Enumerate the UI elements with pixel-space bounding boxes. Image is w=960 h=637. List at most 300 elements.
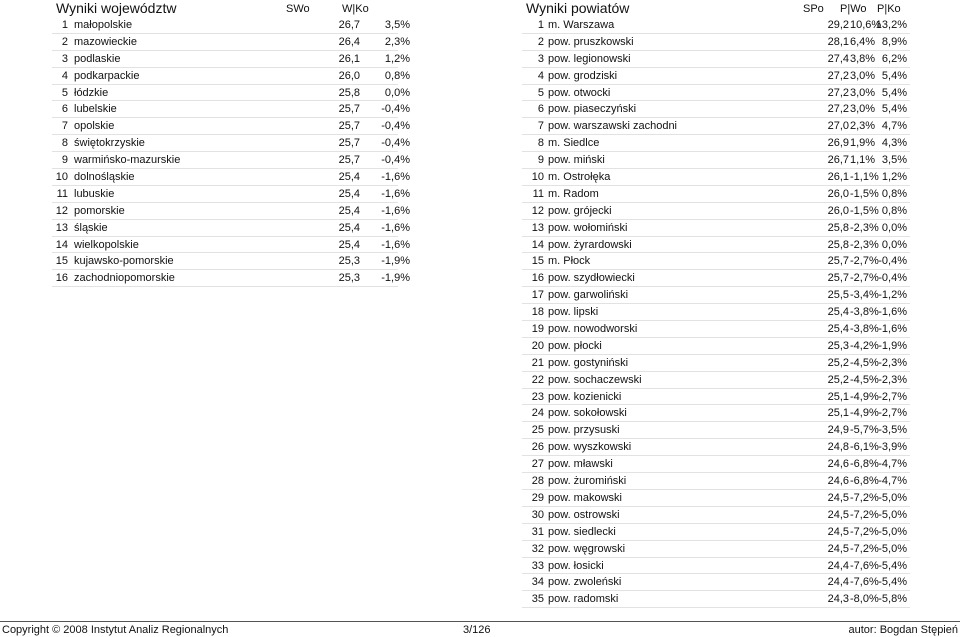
spo-value-cell: 25,2 <box>827 373 849 386</box>
county-name-cell: pow. wołomiński <box>548 221 628 234</box>
table-row <box>522 422 910 439</box>
pko-value-cell: -1,6% <box>878 306 907 319</box>
rank-cell: 24 <box>531 407 544 420</box>
wko-value-cell: 2,3% <box>384 35 410 48</box>
pwo-value-cell: -3,8% <box>850 323 879 336</box>
swo-value-cell: 25,7 <box>338 103 360 116</box>
county-name-cell: pow. zwoleński <box>548 576 622 589</box>
voivodeship-name-cell: zachodniopomorskie <box>74 272 175 285</box>
swo-value-cell: 25,7 <box>338 137 360 150</box>
table-row <box>52 85 410 102</box>
table-row <box>522 490 910 507</box>
swo-value-cell: 25,7 <box>338 120 360 133</box>
table-row <box>522 270 910 287</box>
pwo-value-cell: 1,1% <box>850 154 876 167</box>
county-name-cell: pow. żuromiński <box>548 475 627 488</box>
pwo-value-cell: -1,5% <box>850 187 879 200</box>
pwo-value-cell: -4,9% <box>850 407 879 420</box>
table-row <box>522 253 910 270</box>
table-row <box>522 85 910 102</box>
county-name-cell: pow. makowski <box>548 491 622 504</box>
rank-cell: 23 <box>531 390 544 403</box>
spo-value-cell: 25,8 <box>827 238 849 251</box>
swo-value-cell: 25,3 <box>338 272 360 285</box>
rank-cell: 16 <box>531 272 544 285</box>
rank-cell: 25 <box>531 424 544 437</box>
rank-cell: 3 <box>61 52 68 65</box>
county-name-cell: m. Radom <box>548 187 599 200</box>
rank-cell: 15 <box>531 255 544 268</box>
rank-cell: 15 <box>55 255 68 268</box>
pko-value-cell: -0,4% <box>878 255 907 268</box>
rank-cell: 28 <box>531 475 544 488</box>
pko-value-cell: -1,6% <box>878 323 907 336</box>
wko-value-cell: -0,4% <box>381 103 410 116</box>
spo-value-cell: 24,5 <box>827 525 849 538</box>
county-name-cell: pow. miński <box>548 154 605 167</box>
pwo-value-cell: 6,4% <box>850 35 876 48</box>
table-row <box>522 152 910 169</box>
rank-cell: 7 <box>537 120 544 133</box>
table-row <box>52 135 410 152</box>
pwo-value-cell: -7,6% <box>850 559 879 572</box>
rank-cell: 7 <box>61 120 68 133</box>
spo-value-cell: 27,4 <box>827 52 849 65</box>
spo-value-cell: 26,1 <box>827 171 849 184</box>
pko-value-cell: -5,8% <box>878 593 907 606</box>
spo-value-cell: 24,4 <box>827 576 849 589</box>
rank-cell: 1 <box>537 19 544 31</box>
pwo-value-cell: -7,2% <box>850 508 879 521</box>
county-name-cell: pow. radomski <box>548 593 619 606</box>
spo-value-cell: 25,4 <box>827 306 849 319</box>
pko-value-cell: -5,0% <box>878 508 907 521</box>
rank-cell: 18 <box>531 306 544 319</box>
table-row <box>522 34 910 51</box>
rank-cell: 30 <box>531 508 544 521</box>
spo-value-cell: 27,0 <box>827 120 849 133</box>
table-row <box>52 220 410 237</box>
table-row <box>52 253 410 270</box>
rank-cell: 33 <box>531 559 544 572</box>
pko-value-cell: -5,0% <box>878 525 907 538</box>
pwo-value-cell: 3,0% <box>850 86 876 99</box>
column-header-pwo: P|Wo <box>840 3 867 15</box>
pko-value-cell: 0,0% <box>881 238 907 251</box>
column-header-pko: P|Ko <box>877 3 901 15</box>
county-name-cell: pow. sochaczewski <box>548 373 642 386</box>
county-name-cell: pow. siedlecki <box>548 525 616 538</box>
wko-value-cell: -1,6% <box>381 187 410 200</box>
pwo-value-cell: -3,4% <box>850 289 879 302</box>
table-row <box>522 456 910 473</box>
rank-cell: 2 <box>537 35 544 48</box>
pwo-value-cell: -8,0% <box>850 593 879 606</box>
county-name-cell: pow. warszawski zachodni <box>548 120 678 133</box>
pko-value-cell: -5,0% <box>878 542 907 555</box>
pko-value-cell: -0,4% <box>878 272 907 285</box>
table-row <box>522 321 910 338</box>
county-name-cell: pow. legionowski <box>548 52 631 65</box>
pko-value-cell: -2,7% <box>878 407 907 420</box>
swo-value-cell: 25,4 <box>338 187 360 200</box>
pwo-value-cell: -4,5% <box>850 373 879 386</box>
pwo-value-cell: 3,0% <box>850 69 876 82</box>
county-name-cell: pow. wyszkowski <box>548 441 632 454</box>
table-row <box>522 101 910 118</box>
rank-cell: 9 <box>61 154 68 167</box>
rank-cell: 6 <box>61 103 68 116</box>
wko-value-cell: 0,8% <box>384 69 410 82</box>
table-row <box>522 405 910 422</box>
pwo-value-cell: -6,8% <box>850 458 879 471</box>
county-name-cell: pow. piaseczyński <box>548 103 637 116</box>
voivodeship-name-cell: łódzkie <box>74 86 109 99</box>
pwo-value-cell: -7,2% <box>850 491 879 504</box>
pko-value-cell: 4,3% <box>881 137 907 150</box>
table-row <box>522 237 910 254</box>
rank-cell: 9 <box>537 154 544 167</box>
swo-value-cell: 26,7 <box>338 19 360 31</box>
voivodeship-table-title: Wyniki województw <box>56 0 177 16</box>
rank-cell: 16 <box>55 272 68 285</box>
table-row <box>522 524 910 541</box>
spo-value-cell: 25,3 <box>827 339 849 352</box>
rank-cell: 1 <box>61 19 68 31</box>
spo-value-cell: 24,8 <box>827 441 849 454</box>
pko-value-cell: -4,7% <box>878 458 907 471</box>
voivodeship-name-cell: podkarpackie <box>74 69 140 82</box>
rank-cell: 13 <box>531 221 544 234</box>
pko-value-cell: -4,7% <box>878 475 907 488</box>
spo-value-cell: 24,6 <box>827 475 849 488</box>
spo-value-cell: 25,8 <box>827 221 849 234</box>
pwo-value-cell: -6,1% <box>850 441 879 454</box>
county-name-cell: pow. gostyniński <box>548 356 629 369</box>
pko-value-cell: -5,4% <box>878 559 907 572</box>
rank-cell: 2 <box>61 35 68 48</box>
voivodeship-name-cell: warmińsko-mazurskie <box>74 154 181 167</box>
county-name-cell: pow. nowodworski <box>548 323 638 336</box>
voivodeship-name-cell: opolskie <box>74 120 115 133</box>
spo-value-cell: 24,9 <box>827 424 849 437</box>
table-row <box>52 51 410 68</box>
table-row <box>522 439 910 456</box>
rank-cell: 26 <box>531 441 544 454</box>
voivodeship-name-cell: kujawsko-pomorskie <box>74 255 174 268</box>
pwo-value-cell: -4,9% <box>850 390 879 403</box>
county-table-header <box>522 0 910 17</box>
county-name-cell: pow. mławski <box>548 458 613 471</box>
voivodeship-name-cell: lubelskie <box>74 103 117 116</box>
pko-value-cell: 3,5% <box>881 154 907 167</box>
county-name-cell: pow. przysuski <box>548 424 620 437</box>
pwo-value-cell: -6,8% <box>850 475 879 488</box>
wko-value-cell: -1,9% <box>381 255 410 268</box>
spo-value-cell: 25,5 <box>827 289 849 302</box>
wko-value-cell: -0,4% <box>381 154 410 167</box>
table-row <box>52 203 410 220</box>
rank-cell: 10 <box>531 171 544 184</box>
county-name-cell: pow. grodziski <box>548 69 618 82</box>
rank-cell: 6 <box>537 103 544 116</box>
swo-value-cell: 25,4 <box>338 171 360 184</box>
swo-value-cell: 26,4 <box>338 35 360 48</box>
rank-cell: 32 <box>531 542 544 555</box>
county-name-cell: m. Płock <box>548 255 591 268</box>
county-results-table <box>522 0 910 608</box>
table-row <box>52 237 410 254</box>
table-row <box>522 68 910 85</box>
spo-value-cell: 25,2 <box>827 356 849 369</box>
column-header-spo: SPo <box>803 3 824 15</box>
spo-value-cell: 24,5 <box>827 491 849 504</box>
spo-value-cell: 24,3 <box>827 593 849 606</box>
county-name-cell: pow. kozienicki <box>548 390 622 403</box>
swo-value-cell: 26,1 <box>338 52 360 65</box>
wko-value-cell: -1,6% <box>381 171 410 184</box>
pwo-value-cell: 3,0% <box>850 103 876 116</box>
pwo-value-cell: 3,8% <box>850 52 876 65</box>
pko-value-cell: -1,9% <box>878 339 907 352</box>
table-row <box>522 541 910 558</box>
rank-cell: 3 <box>537 52 544 65</box>
table-row <box>522 220 910 237</box>
swo-value-cell: 26,0 <box>338 69 360 82</box>
spo-value-cell: 25,1 <box>827 407 849 420</box>
pko-value-cell: -3,5% <box>878 424 907 437</box>
swo-value-cell: 25,4 <box>338 238 360 251</box>
county-name-cell: m. Ostrołęka <box>548 171 611 184</box>
table-row <box>522 372 910 389</box>
rank-cell: 4 <box>537 69 544 82</box>
spo-value-cell: 25,4 <box>827 323 849 336</box>
county-rows <box>522 17 910 608</box>
author-text: autor: Bogdan Stępień <box>848 624 958 636</box>
county-name-cell: pow. łosicki <box>548 559 604 572</box>
table-row <box>522 287 910 304</box>
table-row <box>522 591 910 608</box>
rank-cell: 5 <box>537 86 544 99</box>
rank-cell: 29 <box>531 491 544 504</box>
copyright-text: Copyright © 2008 Instytut Analiz Regionalnych <box>2 624 229 636</box>
county-name-cell: pow. pruszkowski <box>548 35 634 48</box>
spo-value-cell: 29,2 <box>827 19 849 31</box>
table-row <box>52 17 410 34</box>
rank-cell: 8 <box>537 137 544 150</box>
rank-cell: 4 <box>61 69 68 82</box>
wko-value-cell: -1,6% <box>381 238 410 251</box>
county-name-cell: pow. żyrardowski <box>548 238 632 251</box>
table-row <box>522 17 910 34</box>
table-row <box>522 558 910 575</box>
swo-value-cell: 25,4 <box>338 221 360 234</box>
rank-cell: 22 <box>531 373 544 386</box>
pko-value-cell: 4,7% <box>881 120 907 133</box>
table-row <box>522 135 910 152</box>
table-row <box>52 169 410 186</box>
pwo-value-cell: -2,7% <box>850 272 879 285</box>
rank-cell: 20 <box>531 339 544 352</box>
county-name-cell: m. Warszawa <box>548 19 615 31</box>
spo-value-cell: 24,5 <box>827 542 849 555</box>
county-name-cell: pow. garwoliński <box>548 289 629 302</box>
column-header-wko: W|Ko <box>342 3 369 15</box>
table-row <box>522 338 910 355</box>
county-table-title: Wyniki powiatów <box>526 0 630 16</box>
rank-cell: 10 <box>55 171 68 184</box>
wko-value-cell: -0,4% <box>381 120 410 133</box>
spo-value-cell: 25,7 <box>827 255 849 268</box>
table-row <box>522 169 910 186</box>
pwo-value-cell: -4,2% <box>850 339 879 352</box>
pko-value-cell: 0,8% <box>881 204 907 217</box>
rank-cell: 13 <box>55 221 68 234</box>
spo-value-cell: 26,7 <box>827 154 849 167</box>
table-row <box>522 574 910 591</box>
county-name-cell: pow. lipski <box>548 306 599 319</box>
page-footer <box>0 621 960 637</box>
pko-value-cell: 0,8% <box>881 187 907 200</box>
rank-cell: 27 <box>531 458 544 471</box>
rank-cell: 5 <box>61 86 68 99</box>
pko-value-cell: -2,3% <box>878 373 907 386</box>
voivodeship-table-header <box>52 0 398 17</box>
spo-value-cell: 26,0 <box>827 204 849 217</box>
wko-value-cell: -1,6% <box>381 204 410 217</box>
voivodeship-name-cell: mazowieckie <box>74 35 137 48</box>
wko-value-cell: -0,4% <box>381 137 410 150</box>
voivodeship-name-cell: dolnośląskie <box>74 171 135 184</box>
spo-value-cell: 26,0 <box>827 187 849 200</box>
wko-value-cell: 1,2% <box>384 52 410 65</box>
pko-value-cell: -2,7% <box>878 390 907 403</box>
voivodeship-name-cell: lubuskie <box>74 187 115 200</box>
rank-cell: 14 <box>531 238 544 251</box>
rank-cell: 11 <box>56 187 68 200</box>
table-row <box>522 473 910 490</box>
rank-cell: 21 <box>531 356 544 369</box>
spo-value-cell: 28,1 <box>827 35 849 48</box>
pwo-value-cell: -7,2% <box>850 542 879 555</box>
pwo-value-cell: -2,3% <box>850 238 879 251</box>
spo-value-cell: 27,2 <box>827 103 849 116</box>
table-row <box>52 186 410 203</box>
county-name-cell: pow. płocki <box>548 339 602 352</box>
spo-value-cell: 26,9 <box>827 137 849 150</box>
rank-cell: 12 <box>55 204 68 217</box>
table-row <box>52 101 410 118</box>
county-name-cell: m. Siedlce <box>548 137 600 150</box>
voivodeship-results-table <box>52 0 410 287</box>
county-name-cell: pow. grójecki <box>548 204 612 217</box>
table-row <box>522 389 910 406</box>
pwo-value-cell: -1,1% <box>850 171 879 184</box>
table-row <box>52 270 410 287</box>
spo-value-cell: 24,6 <box>827 458 849 471</box>
voivodeship-name-cell: pomorskie <box>74 204 125 217</box>
voivodeship-name-cell: śląskie <box>74 221 108 234</box>
table-row <box>52 34 410 51</box>
table-row <box>522 203 910 220</box>
wko-value-cell: 0,0% <box>384 86 410 99</box>
page-number: 3/126 <box>463 624 491 636</box>
county-name-cell: pow. szydłowiecki <box>548 272 635 285</box>
wko-value-cell: -1,6% <box>381 221 410 234</box>
table-row <box>522 118 910 135</box>
pko-value-cell: -3,9% <box>878 441 907 454</box>
spo-value-cell: 27,2 <box>827 86 849 99</box>
table-row <box>522 186 910 203</box>
table-row <box>522 304 910 321</box>
voivodeship-name-cell: małopolskie <box>74 19 133 31</box>
table-row <box>52 118 410 135</box>
pko-value-cell: 1,2% <box>881 171 907 184</box>
pwo-value-cell: 1,9% <box>850 137 876 150</box>
spo-value-cell: 25,7 <box>827 272 849 285</box>
spo-value-cell: 24,5 <box>827 508 849 521</box>
pwo-value-cell: 2,3% <box>850 120 876 133</box>
table-row <box>522 355 910 372</box>
wko-value-cell: -1,9% <box>381 272 410 285</box>
rank-cell: 19 <box>531 323 544 336</box>
pwo-value-cell: -4,5% <box>850 356 879 369</box>
voivodeship-name-cell: podlaskie <box>74 52 121 65</box>
pko-value-cell: -5,0% <box>878 491 907 504</box>
rank-cell: 17 <box>531 289 544 302</box>
swo-value-cell: 25,3 <box>338 255 360 268</box>
rank-cell: 11 <box>532 187 544 200</box>
spo-value-cell: 25,1 <box>827 390 849 403</box>
column-header-swo: SWo <box>286 3 310 15</box>
spo-value-cell: 24,4 <box>827 559 849 572</box>
pko-value-cell: -5,4% <box>878 576 907 589</box>
swo-value-cell: 25,8 <box>338 86 360 99</box>
rank-cell: 12 <box>531 204 544 217</box>
pwo-value-cell: -7,6% <box>850 576 879 589</box>
pko-value-cell: 0,0% <box>881 221 907 234</box>
pko-value-cell: 5,4% <box>881 103 907 116</box>
pko-value-cell: -1,2% <box>878 289 907 302</box>
pwo-value-cell: -1,5% <box>850 204 879 217</box>
rank-cell: 8 <box>61 137 68 150</box>
county-name-cell: pow. otwocki <box>548 86 611 99</box>
pwo-value-cell: -7,2% <box>850 525 879 538</box>
pko-value-cell: 6,2% <box>881 52 907 65</box>
table-row <box>522 507 910 524</box>
pko-value-cell: 8,9% <box>881 35 907 48</box>
voivodeship-name-cell: wielkopolskie <box>74 238 139 251</box>
rank-cell: 31 <box>531 525 544 538</box>
pko-value-cell: 5,4% <box>881 86 907 99</box>
pko-value-cell: -2,3% <box>878 356 907 369</box>
county-name-cell: pow. ostrowski <box>548 508 620 521</box>
pwo-value-cell: -3,8% <box>850 306 879 319</box>
pko-value-cell: 13,2% <box>875 19 907 31</box>
rank-cell: 35 <box>531 593 544 606</box>
table-row <box>52 152 410 169</box>
pko-value-cell: 5,4% <box>881 69 907 82</box>
pwo-value-cell: 10,6% <box>850 19 882 31</box>
county-name-cell: pow. sokołowski <box>548 407 627 420</box>
wko-value-cell: 3,5% <box>384 19 410 31</box>
voivodeship-name-cell: świętokrzyskie <box>74 137 145 150</box>
pwo-value-cell: -2,3% <box>850 221 879 234</box>
table-row <box>522 51 910 68</box>
swo-value-cell: 25,4 <box>338 204 360 217</box>
pwo-value-cell: -2,7% <box>850 255 879 268</box>
pwo-value-cell: -5,7% <box>850 424 879 437</box>
